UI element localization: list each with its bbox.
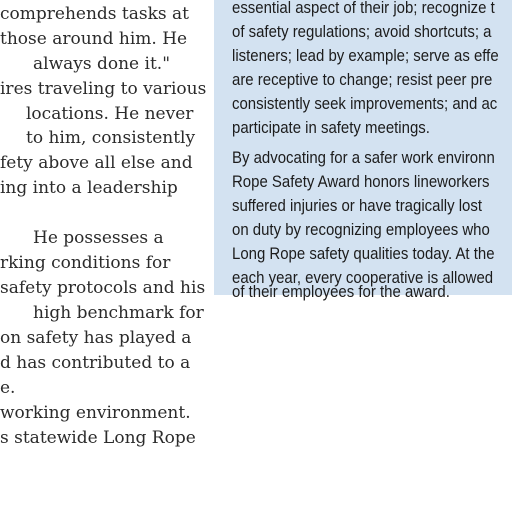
body-text-line: d has contributed to a [0,353,191,373]
body-text-line: locations. He never [26,104,194,124]
sidebar-text-line: each year, every cooperative is allowed [232,268,494,287]
sidebar-text-line: participate in safety meetings. [232,118,430,137]
body-text-line: on safety has played a [0,328,192,348]
body-text-line: comprehends tasks at [0,4,190,24]
body-text-line: high benchmark for [33,303,204,323]
body-text-line: ing into a leadership [0,178,178,198]
body-text-line: those around him. He [0,29,188,49]
body-text-line: always done it." [33,54,171,74]
body-text-line: working environment. [0,403,191,423]
sidebar-text-line: Long Rope safety qualities today. At the [232,244,495,263]
sidebar-text-line: on duty by recognizing employees who [232,220,490,239]
body-text-line: to him, consistently [26,128,196,148]
sidebar-text-line: of their employees for the award. [232,282,450,301]
sidebar-text-line: By advocating for a safer work environn [232,148,495,167]
sidebar-text-line: suffered injuries or have tragically lost [232,196,483,215]
body-text-line: fety above all else and [0,153,193,173]
sidebar-text-line: of safety regulations; avoid shortcuts; a [232,22,492,41]
body-text-line: e. [0,378,16,398]
body-text-line: safety protocols and his [0,278,206,298]
body-text-line: s statewide Long Rope [0,428,196,448]
sidebar-text-line: are receptive to change; resist peer pre [232,70,493,89]
sidebar-text-line: listeners; lead by example; serve as effe [232,46,499,65]
sidebar-text-line: Rope Safety Award honors lineworkers [232,172,490,191]
sidebar-text-line: consistently seek improvements; and ac [232,94,498,113]
body-text-line: He possesses a [33,228,164,248]
sidebar-text-line: essential aspect of their job; recognize t [232,0,495,17]
body-text-line: ires traveling to various [0,79,207,99]
sidebar-box [214,0,512,295]
body-text-line: rking conditions for [0,253,171,273]
